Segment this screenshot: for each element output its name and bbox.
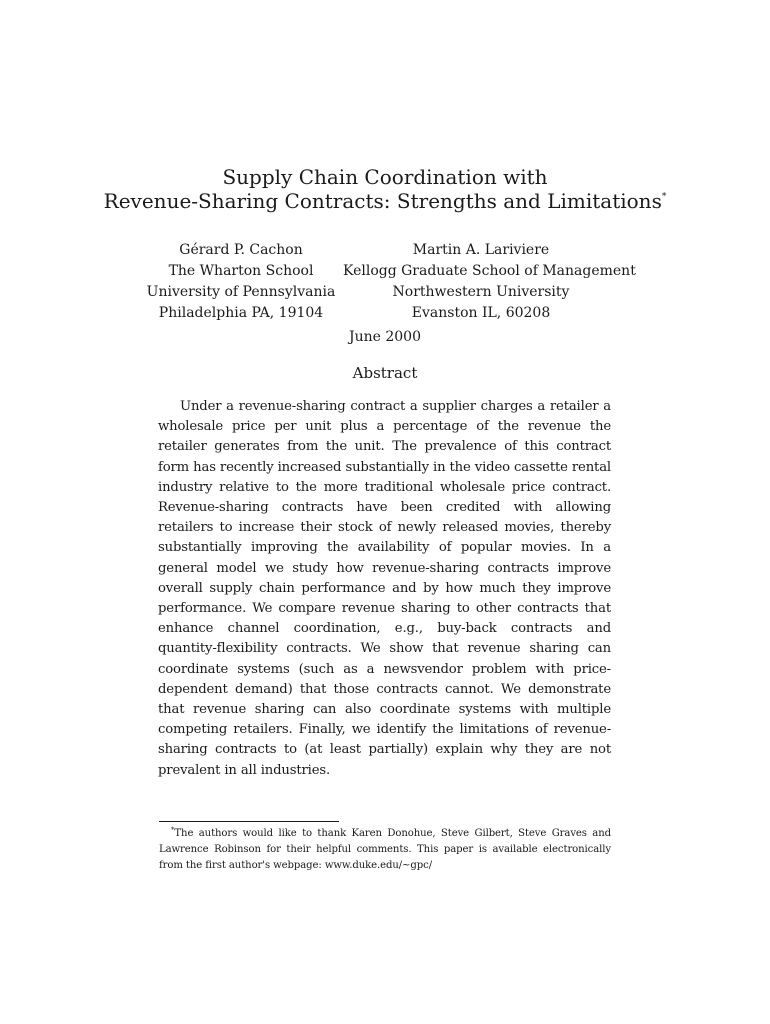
footnote-text: The authors would like to thank Karen Donohue, Steve Gilbert, Steve Graves and Lawrence Robinson for their helpful comments. This paper is available electronically from the first author's webpage: www.duke.edu/~gpc/ <box>159 828 611 871</box>
author-affiliation: Kellogg Graduate School of Management <box>343 263 636 279</box>
author-institution: Northwestern University <box>392 284 570 300</box>
footnote <box>159 826 611 874</box>
author-name: Gérard P. Cachon <box>179 242 303 258</box>
author-name: Martin A. Lariviere <box>412 242 550 258</box>
title-line-1: Supply Chain Coordination with <box>222 165 548 189</box>
author-block-cachon <box>146 240 336 324</box>
author-institution: University of Pennsylvania <box>146 284 336 300</box>
author-affiliation: The Wharton School <box>168 263 314 279</box>
title-line-2-text: Revenue-Sharing Contracts: Strengths and Limitations <box>103 189 662 213</box>
title-line-2 <box>100 189 670 213</box>
author-location: Philadelphia PA, 19104 <box>158 305 324 321</box>
author-block-lariviere <box>343 240 636 324</box>
footnote-divider <box>159 821 339 822</box>
title-footnote-marker: * <box>661 192 667 202</box>
paper-title <box>100 165 670 213</box>
author-location: Evanston IL, 60208 <box>411 305 551 321</box>
footnote-marker: * <box>171 826 175 834</box>
abstract-body: Under a revenue-sharing contract a supplier charges a retailer a wholesale price per unit plus a percentage of the revenue the retailer generates from the unit. The prevalence of this contract form has recently increased substantially in the video cassette rental industry relative to the more traditional wholesale price contract. Revenue-sharing contracts have been credited with allowing retailers to increase their stock of newly released movies, thereby substantially improving the availability of popular movies. In a general model we study how revenue-sharing contracts improve overall supply chain performance and by how much they improve performance. We compare revenue sharing to other contracts that enhance channel coordination, e.g., buy-back contracts and quantity-flexibility contracts. We show that revenue sharing can coordinate systems (such as a newsvendor problem with price-dependent demand) that those contracts cannot. We demonstrate that revenue sharing can also coordinate systems with multiple competing retailers. Finally, we identify the limitations of revenue-sharing contracts to (at least partially) explain why they are not prevalent in all industries. <box>158 399 611 778</box>
publication-date: June 2000 <box>348 329 421 345</box>
abstract-heading: Abstract <box>352 364 418 382</box>
